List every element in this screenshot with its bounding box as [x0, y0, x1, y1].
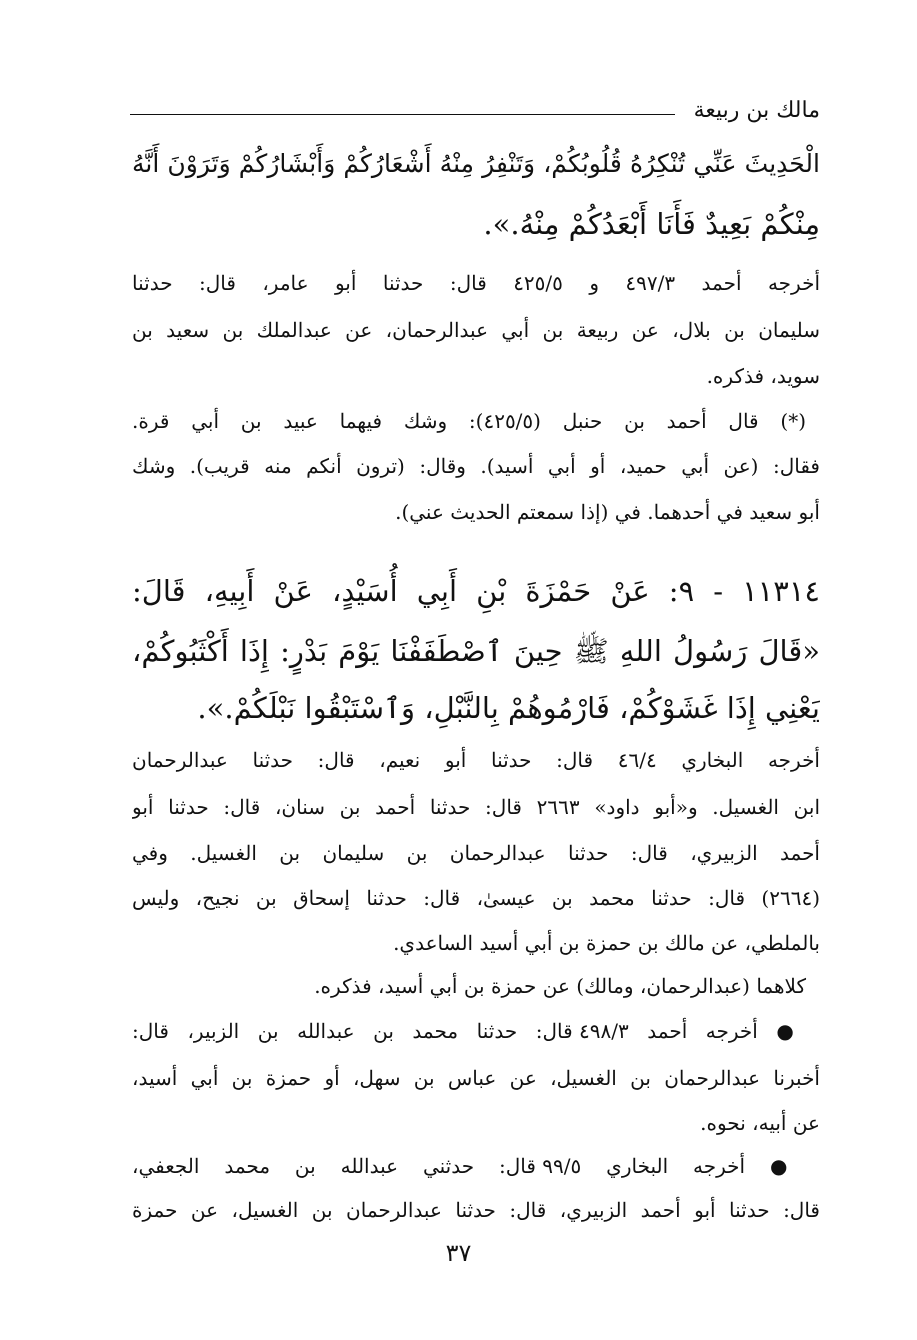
takhrij-line: سويد، فذكره.: [706, 364, 820, 388]
page-number: ٣٧: [445, 1239, 472, 1267]
footnote-line: فقال: (عن أبي حميد، أو أبي أسيد). وقال: (ترون أنكم منه قريب). وشك: [132, 454, 820, 478]
hadith-continuation-line: الْحَدِيثَ عَنِّي تُنْكِرُهُ قُلُوبُكُمْ، وَتَنْفِرُ مِنْهُ أَشْعَارُكُمْ وَأَبْشَارُكُمْ وَتَرَوْنَ أَنَّهُ: [132, 149, 820, 178]
takhrij-line: أخبرنا عبدالرحمان بن الغسيل، عن عباس بن سهل، أو حمزة بن أبي أسيد،: [132, 1066, 820, 1090]
running-header: [130, 96, 820, 128]
takhrij-line: أخرجه أحمد ٤٩٧/٣ و ٤٢٥/٥ قال: حدثنا أبو عامر، قال: حدثنا: [132, 271, 820, 295]
footnote-line: أبو سعيد في أحدهما. في (إذا سمعتم الحديث عني).: [395, 500, 820, 524]
takhrij-line: ابن الغسيل. و«أبو داود» ٢٦٦٣ قال: حدثنا أحمد بن سنان، قال: حدثنا أبو: [132, 795, 820, 819]
takhrij-line: قال: حدثنا أبو أحمد الزبيري، قال: حدثنا عبدالرحمان بن الغسيل، عن حمزة: [132, 1198, 820, 1222]
hadith-line: يَعْنِي إِذَا غَشَوْكُمْ، فَارْمُوهُمْ بِالنَّبْلِ، وَٱسْتَبْقُوا نَبْلَكُمْ.».: [197, 691, 820, 725]
takhrij-line: ● أخرجه البخاري ٩٩/٥ قال: حدثني عبدالله بن محمد الجعفي،: [132, 1154, 806, 1178]
takhrij-line: (٢٦٦٤) قال: حدثنا محمد بن عيسىٰ، قال: حدثنا إسحاق بن نجيح، وليس: [132, 886, 820, 910]
hadith-line: ١١٣١٤ - ٩: عَنْ حَمْزَةَ بْنِ أَبِي أُسَيْدٍ، عَنْ أَبِيهِ، قَالَ:: [132, 574, 820, 608]
takhrij-line: سليمان بن بلال، عن ربيعة بن أبي عبدالرحمان، عن عبدالملك بن سعيد بن: [132, 318, 820, 342]
header-title: مالك بن ربيعة: [693, 98, 820, 123]
takhrij-line: أخرجه البخاري ٤٦/٤ قال: حدثنا أبو نعيم، قال: حدثنا عبدالرحمان: [132, 748, 820, 772]
takhrij-line: أحمد الزبيري، قال: حدثنا عبدالرحمان بن سليمان بن الغسيل. وفي: [132, 841, 820, 865]
footnote-line: (*) قال أحمد بن حنبل (٤٢٥/٥): وشك فيهما عبيد بن أبي قرة.: [132, 409, 806, 433]
takhrij-line: بالملطي، عن مالك بن حمزة بن أبي أسيد الساعدي.: [393, 931, 820, 955]
hadith-line: «قَالَ رَسُولُ اللهِ ﷺ حِينَ ٱصْطَفَفْنَا يَوْمَ بَدْرٍ: إِذَا أَكْثَبُوكُمْ،: [132, 634, 820, 668]
hadith-continuation-line: مِنْكُمْ بَعِيدٌ فَأَنَا أَبْعَدُكُمْ مِنْهُ.».: [483, 207, 820, 241]
summary-line: كلاهما (عبدالرحمان، ومالك) عن حمزة بن أبي أسيد، فذكره.: [314, 974, 806, 998]
takhrij-line: عن أبيه، نحوه.: [700, 1111, 820, 1135]
header-rule: [130, 114, 675, 115]
takhrij-line: ● أخرجه أحمد ٤٩٨/٣ قال: حدثنا محمد بن عبدالله بن الزبير، قال:: [132, 1019, 806, 1043]
